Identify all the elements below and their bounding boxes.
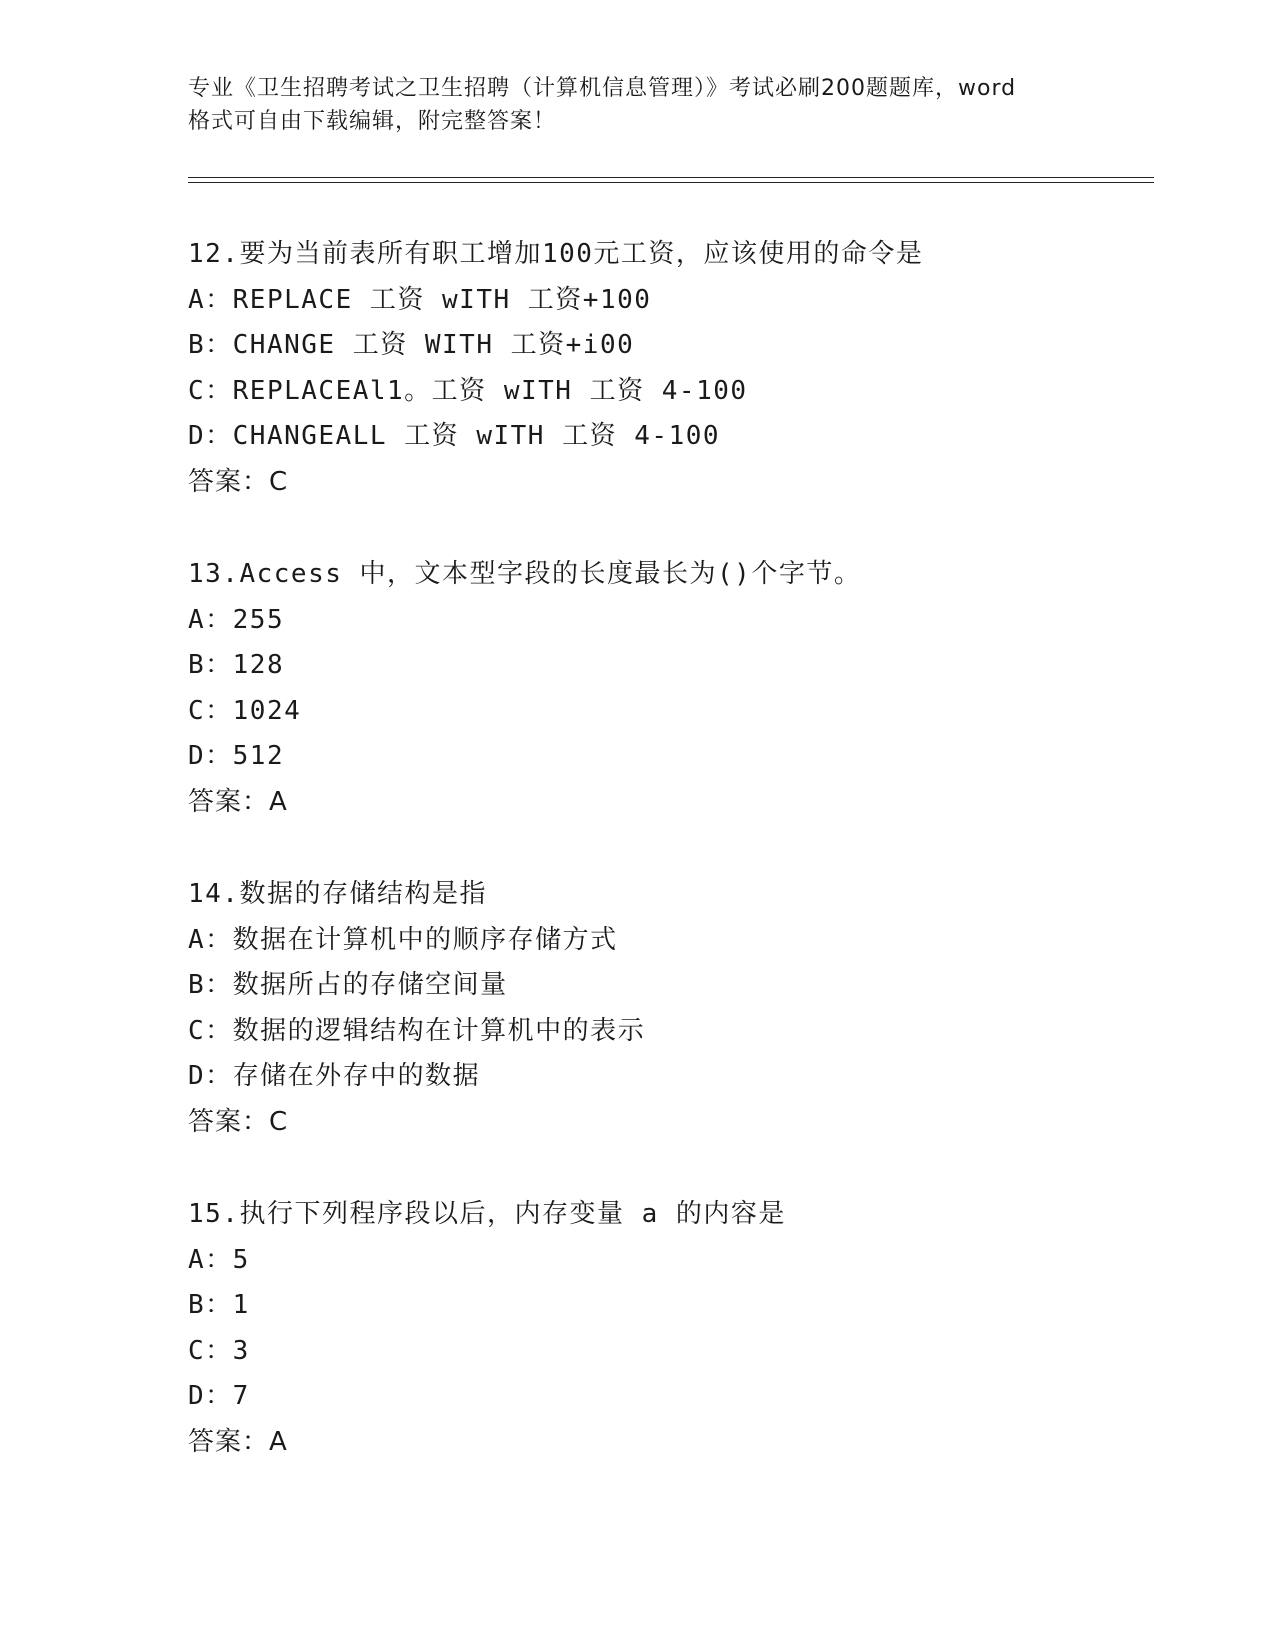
header-line-1: 专业《卫生招聘考试之卫生招聘（计算机信息管理）》考试必刷200题题库，word bbox=[188, 76, 1017, 101]
question-stem: 13.Access 中，文本型字段的长度最长为()个字节。 bbox=[188, 559, 862, 589]
option-a: A：数据在计算机中的顺序存储方式 bbox=[188, 924, 618, 955]
header-rule-bottom bbox=[188, 182, 1154, 183]
option-a: A：255 bbox=[188, 604, 285, 635]
option-d: D：512 bbox=[188, 741, 285, 771]
option-d: D：存储在外存中的数据 bbox=[188, 1061, 481, 1091]
option-c: C：3 bbox=[188, 1335, 250, 1366]
option-b: B：1 bbox=[188, 1290, 250, 1320]
question-13 bbox=[188, 552, 1168, 825]
option-a: A：REPLACE 工资 wITH 工资+100 bbox=[188, 284, 652, 315]
option-b: B：128 bbox=[188, 650, 285, 680]
option-d: D：CHANGEALL 工资 wITH 工资 4-100 bbox=[188, 421, 721, 451]
option-b: B：CHANGE 工资 WITH 工资+i00 bbox=[188, 330, 635, 360]
header-rule-top bbox=[188, 177, 1154, 178]
document-header bbox=[188, 72, 1088, 138]
header-line-2: 格式可自由下载编辑，附完整答案！ bbox=[188, 109, 557, 134]
option-b: B：数据所占的存储空间量 bbox=[188, 970, 508, 1000]
question-stem: 12.要为当前表所有职工增加100元工资，应该使用的命令是 bbox=[188, 239, 924, 269]
option-c: C：数据的逻辑结构在计算机中的表示 bbox=[188, 1015, 646, 1046]
question-stem: 15.执行下列程序段以后，内存变量 a 的内容是 bbox=[188, 1199, 786, 1229]
option-c: C：REPLACEAl1。工资 wITH 工资 4-100 bbox=[188, 375, 748, 406]
question-12 bbox=[188, 232, 1168, 505]
option-d: D：7 bbox=[188, 1381, 250, 1411]
answer: 答案：A bbox=[188, 1426, 288, 1457]
answer: 答案：C bbox=[188, 1106, 289, 1137]
option-a: A：5 bbox=[188, 1244, 250, 1275]
option-c: C：1024 bbox=[188, 695, 302, 726]
question-15 bbox=[188, 1192, 1168, 1465]
answer: 答案：A bbox=[188, 786, 288, 817]
question-14 bbox=[188, 872, 1168, 1145]
answer: 答案：C bbox=[188, 466, 289, 497]
question-stem: 14.数据的存储结构是指 bbox=[188, 879, 487, 909]
